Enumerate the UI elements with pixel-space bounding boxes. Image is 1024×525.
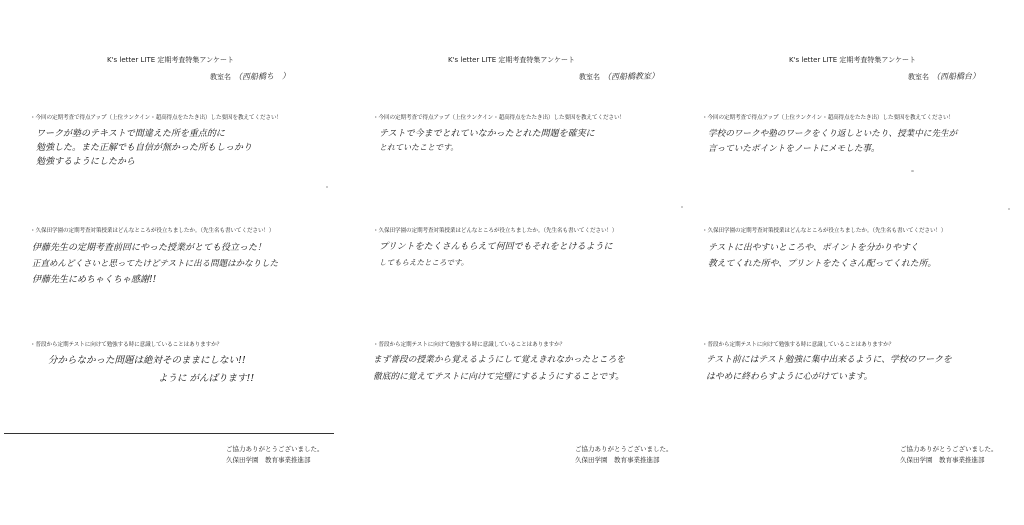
answer-line: テストで今までとれていなかったとれた問題を確実に [379,129,595,139]
classroom-value: （西船橋台） [931,71,981,82]
question-1: ・今回の定期考査で得点アップ（上位ランクイン・超高得点をたたき出）した要因を教えてください！ [30,115,282,121]
footer-thanks: ご協力ありがとうございました。 [575,445,673,453]
scan-speck [911,170,914,172]
answer-line: プリントをたくさんもらえて何回でもそれをとけるように [379,242,613,252]
answer-line: 勉強した。また正解でも自信が無かった所もしっかり [36,143,253,153]
classroom-value: （西船橋ち ） [233,71,291,82]
footer-org: 久保田学園 教育事業推進部 [900,456,985,464]
scan-speck [681,206,683,208]
survey-sheet-3 [682,0,1023,525]
answer-2 [379,240,613,270]
footer-org: 久保田学園 教育事業推進部 [575,456,660,464]
answer-line: 伊藤先生にめちゃくちゃ感謝!! [32,275,157,285]
scan-speck [326,186,328,188]
survey-sheet-1 [0,0,341,525]
answer-line: とれていたことです。 [379,143,459,152]
question-1: ・今回の定期考査で得点アップ（上位ランクイン・超高得点をたたき出）した要因を教えてください！ [373,115,625,121]
answer-3 [373,352,625,386]
classroom-name [908,71,980,82]
classroom-name [579,71,659,82]
question-1: ・今回の定期考査で得点アップ（上位ランクイン・超高得点をたたき出）した要因を教えてください！ [702,115,954,121]
question-2: ・久保田学園の定期考査対策授業はどんなところが役立ちましたか。（先生名も書いてください！） [373,228,618,234]
footer-thanks: ご協力ありがとうございました。 [226,445,324,453]
scan-speck [1008,208,1010,210]
answer-line: はやめに終わらすように心がけています。 [706,372,873,382]
answer-line: まず普段の授業から覚えるようにして覚えきれなかったところを [373,355,625,365]
answer-1 [379,127,595,155]
answer-line: 正直めんどくさいと思ってたけどテストに出る問題はかなりした [32,259,279,269]
answer-line: 伊藤先生の定期考査前回にやった授業がとても役立った！ [32,243,267,253]
footer-thanks: ご協力ありがとうございました。 [900,445,998,453]
classroom-name [210,71,290,82]
classroom-label: 教室名 [210,73,231,81]
footer-org: 久保田学園 教育事業推進部 [226,456,311,464]
answer-line: 教えてくれた所や、プリントをたくさん配ってくれた所。 [708,259,937,269]
answer-line: ように がんばります!! [158,373,255,384]
question-3: ・普段から定期テストに向けて勉強する時に意識していることはありますか？ [373,342,566,348]
answer-line: テスト前にはテスト勉強に集中出来るように、学校のワークを [706,355,952,365]
footer [900,444,998,466]
separator-line [4,433,334,434]
answer-2 [708,240,936,272]
answer-3 [48,352,254,388]
question-3: ・普段から定期テストに向けて勉強する時に意識していることはありますか？ [30,342,223,348]
footer [575,444,673,466]
answer-line: テストに出やすいところや、ポイントを分かりやすく [708,243,919,253]
answer-line: 勉強するようにしたから [36,157,136,167]
classroom-label: 教室名 [908,73,929,81]
survey-sheet-2 [341,0,682,525]
classroom-label: 教室名 [579,73,600,81]
answer-line: 言っていたポイントをノートにメモした事。 [708,144,880,154]
answer-3 [706,352,952,386]
footer [226,444,324,466]
question-2: ・久保田学園の定期考査対策授業はどんなところが役立ちましたか。（先生名も書いてください！） [702,228,947,234]
survey-title: K's letter LITE 定期考査特集アンケート [447,56,575,64]
answer-line: 徹底的に覚えてテストに向けて完璧にするようにすることです。 [373,372,624,382]
question-3: ・普段から定期テストに向けて勉強する時に意識していることはありますか？ [702,342,895,348]
answer-line: 分からなかった問題は絶対そのままにしない!! [48,355,246,366]
answer-line: してもらえたところです。 [379,258,469,267]
answer-1 [36,127,252,169]
answer-1 [708,127,957,157]
survey-title: K's letter LITE 定期考査特集アンケート [106,56,234,64]
answer-line: 学校のワークや塾のワークをくり返しといたり、授業中に先生が [708,129,958,139]
answer-2 [32,240,278,288]
answer-line: ワークが塾のテキストで間違えた所を重点的に [36,129,225,139]
survey-title: K's letter LITE 定期考査特集アンケート [788,56,916,64]
question-2: ・久保田学園の定期考査対策授業はどんなところが役立ちましたか。（先生名も書いてください！） [30,228,275,234]
classroom-value: （西船橋教室） [602,71,660,82]
